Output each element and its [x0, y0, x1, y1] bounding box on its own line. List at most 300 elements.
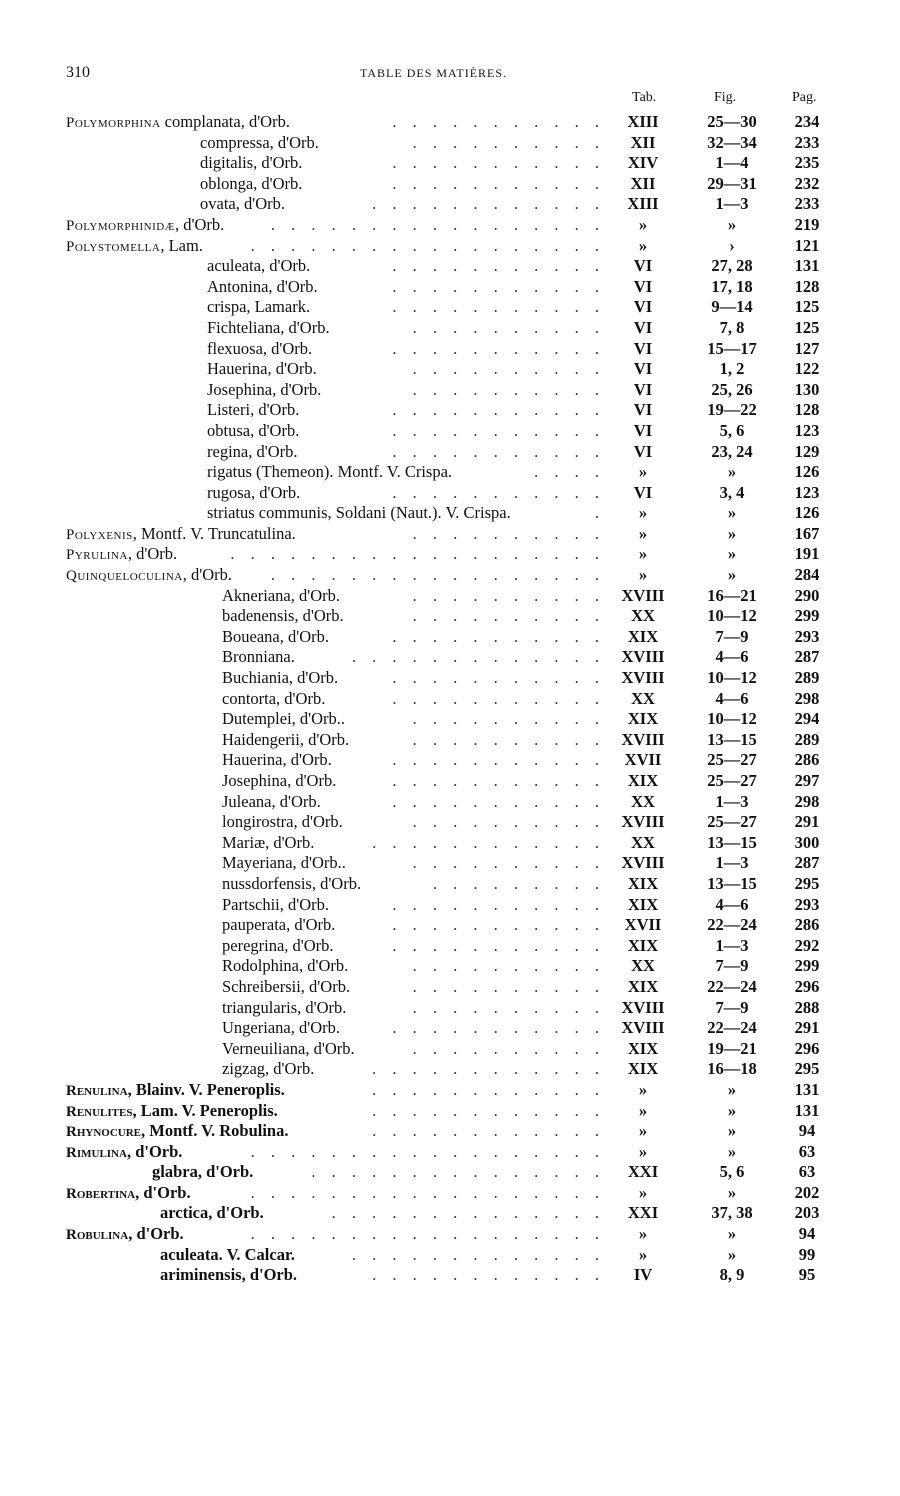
entry-fig: 1—3 — [715, 935, 749, 955]
entry-fig: » — [727, 1100, 737, 1120]
entry-pag: 130 — [794, 379, 820, 399]
leader-dots: . . . . . . . . . — [432, 873, 605, 893]
entry-pag: 299 — [794, 606, 820, 626]
index-entry — [0, 956, 900, 977]
leader-dots: . . . . . . . . . . . . . . . . . — [270, 565, 605, 585]
leader-dots: . . . . . . . . . . . — [392, 112, 605, 131]
entry-pag: 131 — [794, 1079, 820, 1099]
species-name: Dutemplei, d'Orb.. — [222, 709, 346, 729]
index-entry — [0, 977, 900, 998]
species-name: triangularis, d'Orb. — [222, 997, 347, 1017]
leader-dots: . . . . . . . . . . . . . . . . . — [270, 214, 605, 234]
index-entry — [0, 318, 900, 339]
index-entry — [0, 565, 900, 586]
index-entry — [0, 1203, 900, 1224]
entry-tab: XVII — [624, 750, 662, 770]
leader-dots: . . . . . . . . . . . — [392, 173, 605, 193]
entry-pag: 235 — [794, 153, 820, 173]
entry-pag: 125 — [794, 317, 820, 337]
entry-tab: VI — [633, 317, 653, 337]
entry-tab: XIII — [627, 194, 659, 214]
species-name: Josephina, d'Orb. — [207, 379, 322, 399]
index-entry — [0, 215, 900, 236]
leader-dots: . . . . . . . . . . . — [392, 482, 605, 502]
leader-dots: . . . . . . . . . . . . — [372, 1059, 605, 1079]
entry-pag: 287 — [794, 647, 820, 667]
index-entry — [0, 874, 900, 895]
entry-pag: 292 — [794, 935, 820, 955]
entry-pag: 122 — [794, 359, 820, 379]
entry-tab: VI — [633, 256, 653, 276]
entry-pag: 123 — [794, 420, 820, 440]
entry-fig: » — [727, 565, 737, 585]
species-name: Josephina, d'Orb. — [222, 771, 337, 790]
leader-dots: . . . . . . . . . . . . — [372, 1121, 605, 1141]
entry-pag: 126 — [794, 503, 820, 523]
leader-dots: . . . . . . . . . . . . — [372, 194, 605, 214]
entry-tab: VI — [633, 359, 653, 379]
entry-tab: » — [638, 523, 648, 543]
leader-dots: . . . . . . . . . . — [412, 853, 605, 873]
entry-tab: » — [638, 1182, 648, 1202]
entry-pag: 219 — [794, 214, 820, 234]
leader-dots: . . . . . . . . . . — [412, 379, 605, 399]
entry-pag: 290 — [794, 585, 820, 605]
entry-tab: XIX — [627, 771, 659, 790]
entry-pag: 167 — [794, 523, 820, 543]
index-entry — [0, 524, 900, 545]
entry-fig: » — [727, 1224, 737, 1244]
entry-tab: XIX — [627, 873, 659, 893]
species-name: complanata, d'Orb. — [160, 112, 290, 131]
entry-pag: 296 — [794, 976, 820, 996]
page-number: 310 — [66, 64, 90, 81]
species-name: oblonga, d'Orb. — [200, 173, 303, 193]
entry-pag: 123 — [794, 482, 820, 502]
entry-tab: VI — [633, 482, 653, 502]
entry-fig: 15—17 — [707, 338, 757, 358]
entry-fig: » — [727, 1141, 737, 1161]
species-name: Buchiania, d'Orb. — [222, 668, 339, 688]
species-name: , d'Orb. — [128, 1224, 184, 1244]
species-name: badenensis, d'Orb. — [222, 606, 344, 626]
species-name: regina, d'Orb. — [207, 441, 298, 461]
index-entry — [0, 1018, 900, 1039]
species-name: Akneriana, d'Orb. — [222, 585, 340, 605]
index-entry — [0, 359, 900, 380]
leader-dots: . . . . . . . . . . . . — [372, 1265, 605, 1285]
entry-pag: 191 — [794, 544, 820, 564]
entry-fig: 16—21 — [707, 585, 757, 605]
entry-fig: » — [727, 503, 737, 523]
entry-fig: › — [729, 235, 735, 255]
entry-pag: 284 — [794, 565, 820, 585]
entry-tab: » — [638, 1100, 648, 1120]
entry-fig: 25—30 — [707, 112, 757, 131]
entry-tab: » — [638, 1141, 648, 1161]
index-entry — [0, 915, 900, 936]
entry-fig: 17, 18 — [711, 276, 753, 296]
index-entry — [0, 1142, 900, 1163]
leader-dots: . . . . . . . . . . . . . . . . . . — [250, 1224, 605, 1244]
entry-fig: 25, 26 — [711, 379, 753, 399]
species-name: rigatus (Themeon). Montf. V. Crispa. — [207, 462, 453, 482]
species-name: , d'Orb. — [182, 565, 232, 585]
index-entry — [0, 1265, 900, 1286]
entry-fig: 32—34 — [707, 132, 757, 152]
leader-dots: . . . . . . . . . . . . . . . . . . — [250, 1182, 605, 1202]
leader-dots: . . . . . . . . . . . — [392, 894, 605, 914]
species-name: , Lam. V. Peneroplis. — [132, 1100, 278, 1120]
index-entry — [0, 153, 900, 174]
entry-fig: » — [727, 1121, 737, 1141]
species-name: flexuosa, d'Orb. — [207, 338, 313, 358]
entry-pag: 203 — [794, 1203, 820, 1223]
entry-pag: 297 — [794, 771, 820, 790]
species-name: , d'Orb. — [126, 1141, 183, 1161]
entry-pag: 202 — [794, 1182, 820, 1202]
index-entry — [0, 133, 900, 154]
species-name: Juleana, d'Orb. — [222, 791, 321, 811]
entry-pag: 63 — [798, 1162, 816, 1182]
species-name: Hauerina, d'Orb. — [222, 750, 332, 770]
leader-dots: . . . . . . . . . . . — [392, 1018, 605, 1038]
index-entry — [0, 442, 900, 463]
entry-tab: XIX — [627, 626, 659, 646]
entry-fig: 4—6 — [715, 647, 749, 667]
entry-tab: XIX — [627, 935, 659, 955]
leader-dots: . . . . . . . . . . — [412, 585, 605, 605]
leader-dots: . . . . . . . . . . . — [392, 256, 605, 276]
entry-tab: » — [638, 235, 648, 255]
entry-pag: 94 — [798, 1224, 816, 1244]
leader-dots: . . . . . . . . . . — [412, 606, 605, 626]
entry-tab: VI — [633, 297, 653, 317]
entry-pag: 131 — [794, 1100, 820, 1120]
leader-dots: . . . . . . . . . . . — [392, 750, 605, 770]
entry-tab: IV — [633, 1265, 653, 1285]
species-name: peregrina, d'Orb. — [222, 935, 334, 955]
entry-tab: XVIII — [621, 853, 665, 873]
entry-pag: 234 — [794, 112, 820, 131]
entry-fig: 1—3 — [715, 194, 749, 214]
entry-fig: 25—27 — [707, 750, 757, 770]
entry-fig: 37, 38 — [711, 1203, 753, 1223]
entry-fig: 29—31 — [707, 173, 757, 193]
leader-dots: . . . . . . . . . . . — [392, 276, 605, 296]
entry-tab: » — [638, 462, 648, 482]
leader-dots: . . . . . . . . . . . . . . — [331, 1203, 605, 1223]
index-entry — [0, 256, 900, 277]
leader-dots: . . . . . . . . . . . — [392, 668, 605, 688]
entry-pag: 291 — [794, 812, 820, 832]
entry-pag: 298 — [794, 688, 820, 708]
index-entry — [0, 1121, 900, 1142]
entry-pag: 99 — [798, 1244, 816, 1264]
entry-tab: XX — [631, 606, 655, 626]
index-entry — [0, 194, 900, 215]
entry-pag: 298 — [794, 791, 820, 811]
genus-name: Quinqueloculina — [66, 568, 183, 585]
index-entry — [0, 998, 900, 1019]
species-name: , Blainv. V. Peneroplis. — [127, 1079, 285, 1099]
entry-pag: 129 — [794, 441, 820, 461]
index-entry — [0, 853, 900, 874]
leader-dots: . . . . . . . . . . — [412, 1038, 605, 1058]
leader-dots: . . . . . . . . . . — [412, 359, 605, 379]
leader-dots: . . . . . . . . . . — [412, 523, 605, 543]
leader-dots: . . . . . . . . . . — [412, 729, 605, 749]
species-name: striatus communis, Soldani (Naut.). V. Crispa. — [207, 503, 511, 523]
index-entry — [0, 709, 900, 730]
genus-name: Pyrulina — [66, 547, 128, 564]
index-entry — [0, 112, 900, 133]
species-name: Rodolphina, d'Orb. — [222, 956, 349, 976]
entry-tab: XXI — [627, 1203, 659, 1223]
entry-fig: 3, 4 — [719, 482, 745, 502]
index-entry — [0, 339, 900, 360]
leader-dots: . . . . . . . . . . . — [392, 441, 605, 461]
entry-tab: » — [638, 1121, 648, 1141]
entry-fig: 1, 2 — [719, 359, 745, 379]
species-name: Schreibersii, d'Orb. — [222, 976, 351, 996]
entry-tab: XVII — [624, 915, 662, 935]
entry-pag: 63 — [798, 1141, 816, 1161]
entry-tab: » — [638, 1224, 648, 1244]
leader-dots: . . . . . . . . . . — [412, 956, 605, 976]
species-name: nussdorfensis, d'Orb. — [222, 873, 362, 893]
index-entry — [0, 586, 900, 607]
index-entry — [0, 1101, 900, 1122]
species-name: Fichteliana, d'Orb. — [207, 317, 330, 337]
genus-name: Polystomella — [66, 238, 161, 255]
entry-fig: 1—3 — [715, 791, 749, 811]
entry-fig: 4—6 — [715, 894, 749, 914]
entry-tab: XIV — [627, 153, 659, 173]
entry-tab: XIII — [627, 112, 659, 131]
leader-dots: . . . . . . . . . . . . . . . . . . . — [230, 544, 605, 564]
entry-fig: 1—4 — [715, 153, 749, 173]
column-header-fig: Fig. — [714, 90, 737, 105]
leader-dots: . . . . . . . . . . . — [392, 338, 605, 358]
index-entry — [0, 895, 900, 916]
species-name: obtusa, d'Orb. — [207, 420, 300, 440]
index-entry — [0, 1059, 900, 1080]
entry-fig: 7—9 — [715, 956, 749, 976]
entry-tab: VI — [633, 420, 653, 440]
entry-pag: 289 — [794, 729, 820, 749]
index-entry — [0, 771, 900, 792]
species-name: Haidengerii, d'Orb. — [222, 729, 350, 749]
leader-dots: . . . . . . . . . . — [412, 709, 605, 729]
index-entry — [0, 1183, 900, 1204]
entry-pag: 233 — [794, 132, 820, 152]
entry-pag: 128 — [794, 276, 820, 296]
index-entry — [0, 1245, 900, 1266]
index-entry — [0, 668, 900, 689]
index-table — [0, 112, 900, 1286]
index-entry — [0, 1162, 900, 1183]
entry-tab: VI — [633, 338, 653, 358]
leader-dots: . — [594, 503, 605, 523]
entry-fig: 19—21 — [707, 1038, 757, 1058]
index-entry — [0, 833, 900, 854]
leader-dots: . . . . . . . . . . . . . — [351, 647, 605, 667]
entry-pag: 288 — [794, 997, 820, 1017]
entry-tab: » — [638, 214, 648, 234]
species-name: Ungeriana, d'Orb. — [222, 1018, 340, 1038]
entry-fig: 22—24 — [707, 915, 757, 935]
entry-pag: 295 — [794, 1059, 820, 1079]
entry-pag: 128 — [794, 400, 820, 420]
entry-pag: 232 — [794, 173, 820, 193]
leader-dots: . . . . . . . . . . . . — [372, 1100, 605, 1120]
entry-tab: XVIII — [621, 585, 665, 605]
entry-pag: 121 — [794, 235, 820, 255]
entry-tab: XXI — [627, 1162, 659, 1182]
entry-tab: » — [638, 1079, 648, 1099]
species-name: , Montf. V. Truncatulina. — [132, 523, 296, 543]
entry-tab: XX — [631, 956, 655, 976]
entry-fig: 13—15 — [707, 873, 757, 893]
entry-pag: 126 — [794, 462, 820, 482]
entry-pag: 296 — [794, 1038, 820, 1058]
genus-name: Robulina — [66, 1227, 129, 1244]
index-entry — [0, 606, 900, 627]
entry-tab: XVIII — [621, 729, 665, 749]
entry-pag: 233 — [794, 194, 820, 214]
leader-dots: . . . . . . . . . . . — [392, 935, 605, 955]
entry-tab: XII — [630, 132, 656, 152]
leader-dots: . . . . . . . . . . — [412, 812, 605, 832]
entry-fig: » — [727, 544, 737, 564]
entry-pag: 289 — [794, 668, 820, 688]
page-header — [0, 64, 900, 84]
entry-fig: 8, 9 — [719, 1265, 745, 1285]
entry-pag: 293 — [794, 626, 820, 646]
entry-tab: XVIII — [621, 647, 665, 667]
leader-dots: . . . . . . . . . . — [412, 997, 605, 1017]
species-name: , Lam. — [160, 235, 203, 255]
species-name: arctica, d'Orb. — [160, 1203, 264, 1223]
leader-dots: . . . . . . . . . . — [412, 317, 605, 337]
genus-name: Polymorphina — [66, 115, 161, 131]
entry-fig: 13—15 — [707, 729, 757, 749]
leader-dots: . . . . . . . . . . — [412, 976, 605, 996]
genus-name: Renulites — [66, 1103, 133, 1120]
leader-dots: . . . . . . . . . . . . — [372, 832, 605, 852]
species-name: Mayeriana, d'Orb.. — [222, 853, 346, 873]
index-entry — [0, 936, 900, 957]
genus-name: Rhynocure — [66, 1124, 142, 1141]
index-entry — [0, 1039, 900, 1060]
entry-tab: XIX — [627, 709, 659, 729]
entry-fig: » — [727, 214, 737, 234]
index-entry — [0, 277, 900, 298]
species-name: crispa, Lamark. — [207, 297, 311, 317]
species-name: ariminensis, d'Orb. — [160, 1265, 298, 1285]
entry-fig: 5, 6 — [719, 1162, 745, 1182]
entry-fig: 25—27 — [707, 771, 757, 790]
index-entry — [0, 462, 900, 483]
species-name: aculeata, d'Orb. — [207, 256, 311, 276]
leader-dots: . . . . . . . . . . . — [392, 791, 605, 811]
entry-pag: 299 — [794, 956, 820, 976]
species-name: longirostra, d'Orb. — [222, 812, 343, 832]
entry-pag: 95 — [798, 1265, 816, 1285]
entry-tab: XII — [630, 173, 656, 193]
leader-dots: . . . . . . . . . . . — [392, 297, 605, 317]
index-entry — [0, 647, 900, 668]
species-name: Listeri, d'Orb. — [207, 400, 300, 420]
entry-pag: 300 — [794, 832, 820, 852]
entry-pag: 294 — [794, 709, 820, 729]
entry-tab: XIX — [627, 1059, 659, 1079]
entry-tab: VI — [633, 441, 653, 461]
leader-dots: . . . . . . . . . . . — [392, 400, 605, 420]
index-entry — [0, 1224, 900, 1245]
entry-fig: 4—6 — [715, 688, 749, 708]
index-entry — [0, 236, 900, 257]
entry-fig: 10—12 — [707, 606, 757, 626]
entry-pag: 125 — [794, 297, 820, 317]
species-name: Verneuiliana, d'Orb. — [222, 1038, 355, 1058]
species-name: Partschii, d'Orb. — [222, 894, 330, 914]
species-name: digitalis, d'Orb. — [200, 153, 303, 173]
entry-pag: 291 — [794, 1018, 820, 1038]
leader-dots: . . . . . . . . . . . . . . . — [311, 1162, 605, 1182]
entry-pag: 94 — [798, 1121, 816, 1141]
index-entry — [0, 483, 900, 504]
leader-dots: . . . . . . . . . . . . . . . . . . — [250, 1141, 605, 1161]
index-entry — [0, 1080, 900, 1101]
entry-tab: XVIII — [621, 997, 665, 1017]
entry-tab: XX — [631, 688, 655, 708]
leader-dots: . . . . . . . . . . . — [392, 626, 605, 646]
species-name: , Montf. V. Robulina. — [141, 1121, 289, 1141]
entry-fig: 5, 6 — [719, 420, 745, 440]
genus-name: Rimulina — [66, 1144, 127, 1161]
entry-pag: 287 — [794, 853, 820, 873]
index-entry — [0, 421, 900, 442]
running-title: TABLE DES MATIÈRES. — [360, 66, 508, 80]
leader-dots: . . . . . . . . . . . . . . . . . . — [250, 235, 605, 255]
species-name: Bronniana. — [222, 647, 295, 667]
entry-tab: » — [638, 565, 648, 585]
entry-fig: 23, 24 — [711, 441, 753, 461]
species-name: glabra, d'Orb. — [152, 1162, 254, 1182]
leader-dots: . . . . — [534, 462, 605, 482]
species-name: rugosa, d'Orb. — [207, 482, 301, 502]
entry-tab: XVIII — [621, 668, 665, 688]
index-entry — [0, 689, 900, 710]
entry-pag: 131 — [794, 256, 820, 276]
index-entry — [0, 730, 900, 751]
entry-fig: 22—24 — [707, 1018, 757, 1038]
genus-name: Polymorphinidæ — [66, 217, 175, 234]
species-name: pauperata, d'Orb. — [222, 915, 336, 935]
entry-tab: » — [638, 544, 648, 564]
entry-pag: 286 — [794, 915, 820, 935]
leader-dots: . . . . . . . . . . . . — [372, 1079, 605, 1099]
entry-fig: 10—12 — [707, 668, 757, 688]
leader-dots: . . . . . . . . . . . . . — [351, 1244, 605, 1264]
entry-fig: » — [727, 523, 737, 543]
entry-tab: XVIII — [621, 1018, 665, 1038]
entry-pag: 293 — [794, 894, 820, 914]
entry-fig: 1—3 — [715, 853, 749, 873]
species-name: Mariæ, d'Orb. — [222, 832, 315, 852]
